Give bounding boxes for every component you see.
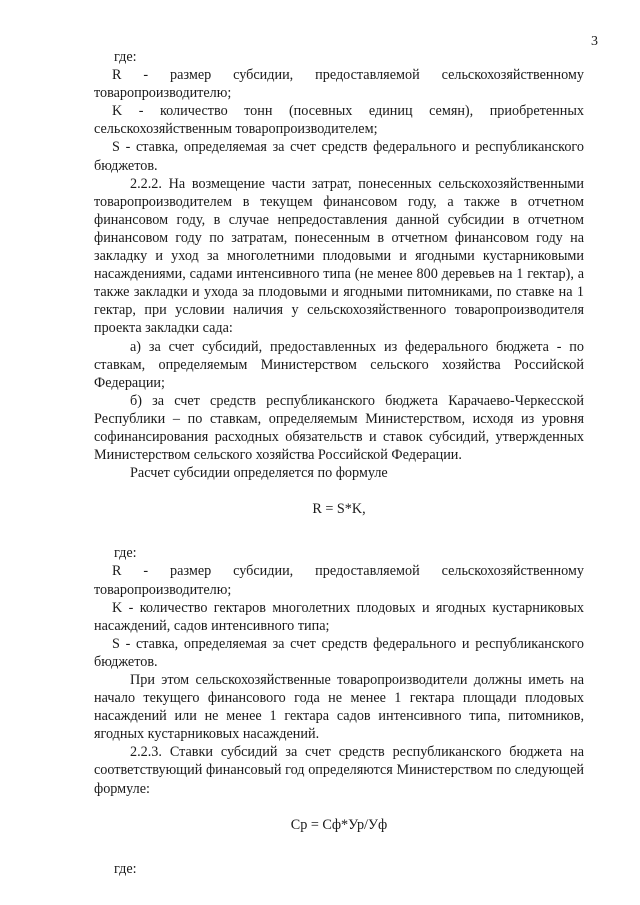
formula-r-equals-sk: R = S*K, bbox=[312, 501, 366, 518]
document-body bbox=[94, 48, 584, 878]
item-b: б) за счет средств республиканского бюджета Карачаево-Черкесской Республики – по ставкам, определяемым Министерством, исходя из уровня софинансирования расходных обязательств и ставок субсидий, утвержденных Министерством сельского хозяйства Российской Федерации. bbox=[94, 392, 584, 464]
definition-r-2: R - размер субсидии, предоставляемой сельскохозяйственному товаропроизводителю; bbox=[94, 563, 584, 598]
where-label: где: bbox=[114, 49, 137, 65]
definition-r: R - размер субсидии, предоставляемой сельскохозяйственному товаропроизводителю; bbox=[94, 67, 584, 102]
where-label-2: где: bbox=[114, 545, 137, 562]
definition-k-2: K - количество гектаров многолетних плодовых и ягодных кустарниковых насаждений, садов интенсивного типа; bbox=[94, 599, 584, 634]
where-label-3: где: bbox=[114, 860, 137, 877]
item-a: а) за счет субсидий, предоставленных из федерального бюджета - по ставкам, определяемым Министерством сельского хозяйства Российской Федерации; bbox=[94, 338, 584, 391]
formula-intro: Расчет субсидии определяется по формуле bbox=[130, 465, 388, 482]
definition-s-2: S - ставка, определяемая за счет средств федерального и республиканского бюджетов. bbox=[94, 635, 584, 670]
requirement-paragraph: При этом сельскохозяйственные товаропроизводители должны иметь на начало текущего финансового года не менее 1 гектара площади плодовых насаждений или не менее 1 гектара садов интенсивного типа, питомников, ягодных кустарниковых насаждений. bbox=[94, 672, 584, 743]
clause-2-2-2: 2.2.2. На возмещение части затрат, понесенных сельскохозяйственными товаропроизводителем в текущем финансовом году, а также в отчетном финансовом году, в случае непредоставления данной субсидии в отчетном финансовом году по затратам, понесенным в отчетном финансовом году на закладку и уход за многолетними плодовыми и ягодными кустарниковыми насаждениями, садами интенсивного типа (не менее 800 деревьев на 1 гектар), а также закладки и ухода за плодовыми и ягодными питомниками, по ставке на 1 гектар, при условии наличия у сельскохозяйственного товаропроизводителя проекта закладки сада: bbox=[94, 175, 584, 337]
page-number: 3 bbox=[591, 34, 598, 49]
definition-s: S - ставка, определяемая за счет средств федерального и республиканского бюджетов. bbox=[94, 139, 584, 174]
formula-cp: Ср = Сф*Ур/Уф bbox=[290, 816, 388, 833]
clause-2-2-3: 2.2.3. Ставки субсидий за счет средств республиканского бюджета на соответствующий финансовый год определяются Министерством по следующей формуле: bbox=[94, 744, 584, 797]
definition-k: K - количество тонн (посевных единиц семян), приобретенных сельскохозяйственным товаропроизводителем; bbox=[94, 103, 584, 138]
